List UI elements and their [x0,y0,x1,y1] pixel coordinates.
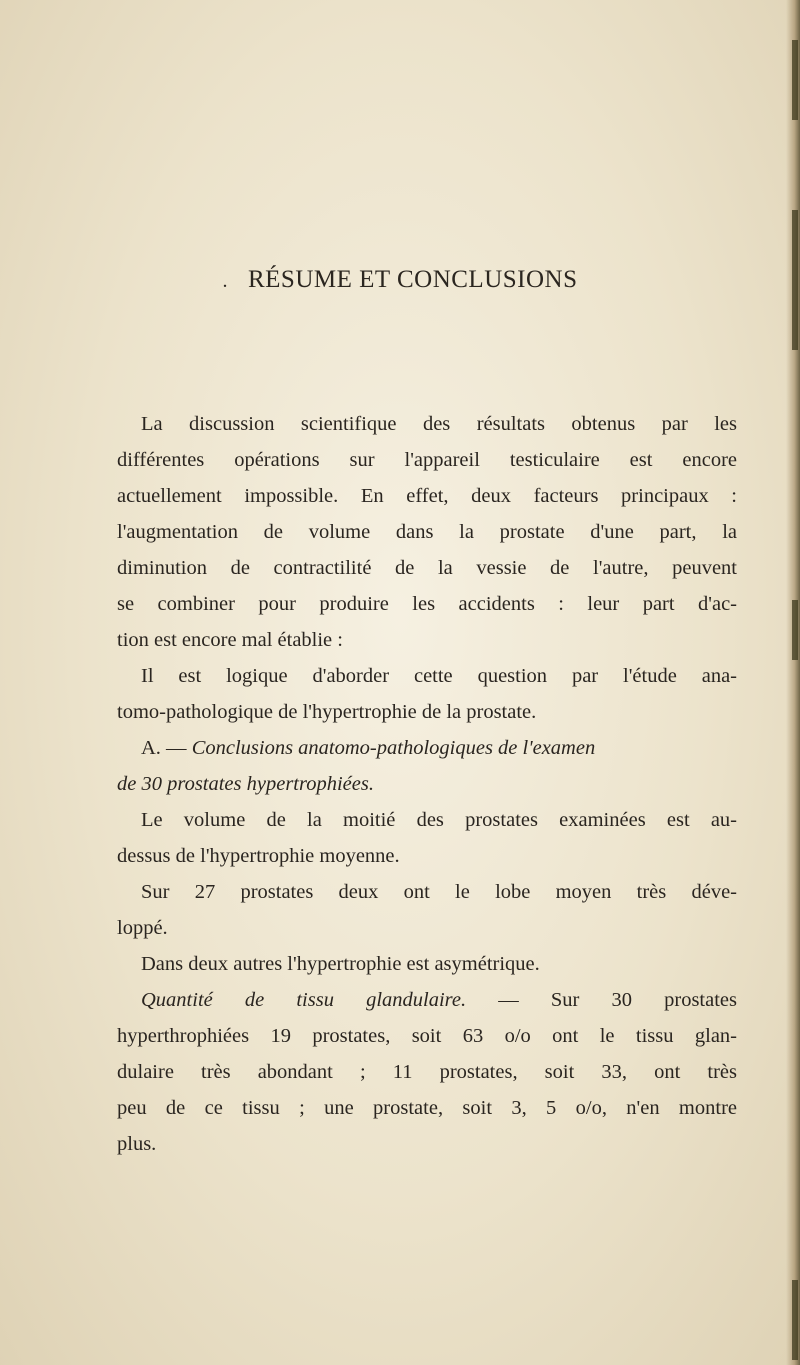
text-span: — Sur 30 prostates [498,989,737,1011]
text-line: hyperthrophiées 19 prostates, soit 63 o/o ont le tissu glan- [117,1025,737,1047]
title-text: RÉSUME ET CONCLUSIONS [247,266,578,293]
text-line: dulaire très abondant ; 11 prostates, soit 33, ont très [117,1061,737,1083]
text-line: Sur 27 prostates deux ont le lobe moyen très déve- [141,881,737,903]
binding-mark [792,1280,798,1360]
binding-mark [792,600,798,660]
text-line: dessus de l'hypertrophie moyenne. [117,845,400,867]
text-line: peu de ce tissu ; une prostate, soit 3, 5 o/o, n'en montre [117,1097,737,1119]
text-line: Dans deux autres l'hypertrophie est asymétrique. [141,953,540,975]
text-line: loppé. [117,917,168,939]
section-heading [141,734,595,762]
title-bullet: . [222,270,228,292]
page-title [0,266,800,294]
section-heading-text: de 30 prostates hypertrophiées. [117,773,374,795]
text-line: plus. [117,1133,157,1155]
page-edge-shadow [786,0,800,1365]
text-line: tomo-pathologique de l'hypertrophie de la prostate. [117,701,537,723]
text-line: l'augmentation de volume dans la prostate d'une part, la [117,521,737,543]
text-line: actuellement impossible. En effet, deux facteurs principaux : [117,485,737,507]
text-line: Il est logique d'aborder cette question par l'étude ana- [141,665,737,687]
section-heading-text: Conclusions anatomo-pathologiques de l'examen [191,737,596,759]
section-label: A. — [141,737,187,759]
text-line: La discussion scientifique des résultats obtenus par les [141,413,737,435]
subsection-heading: Quantité de tissu glandulaire. [141,989,467,1011]
text-line: diminution de contractilité de la vessie de l'autre, peuvent [117,557,737,579]
text-line: se combiner pour produire les accidents : leur part d'ac- [117,593,737,615]
text-line [141,986,737,1014]
text-line: Le volume de la moitié des prostates examinées est au- [141,809,737,831]
binding-mark [792,40,798,120]
text-line: différentes opérations sur l'appareil testiculaire est encore [117,449,737,471]
text-line: tion est encore mal établie : [117,629,343,651]
